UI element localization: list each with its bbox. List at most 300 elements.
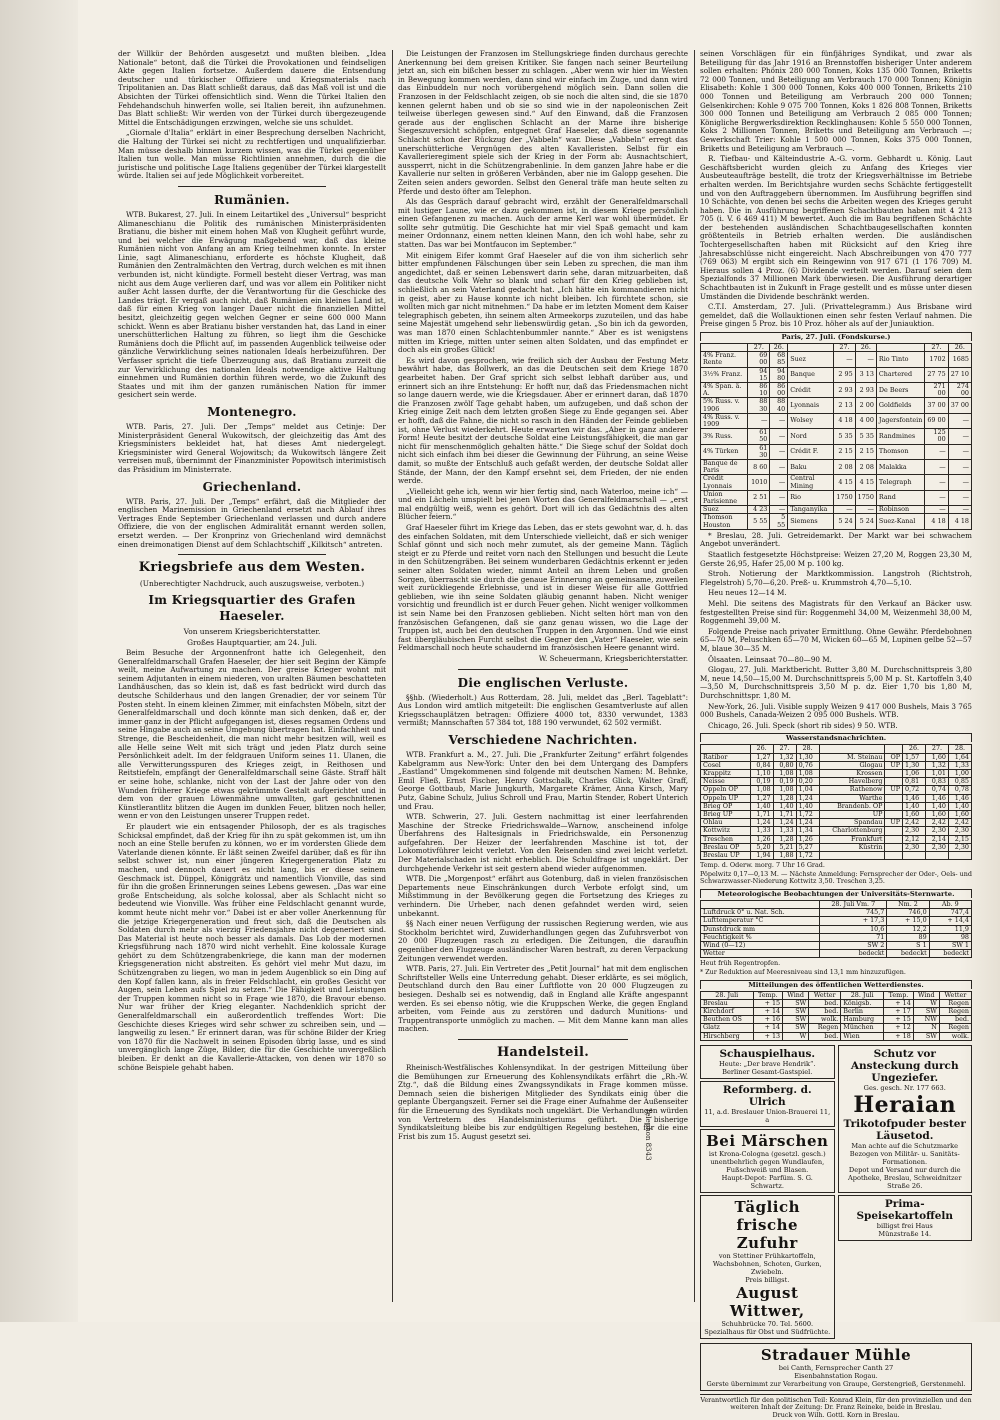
weather-cell: wolk.: [809, 1016, 841, 1024]
weather-cell: + 14: [884, 999, 914, 1007]
weather-cell: SW: [783, 1007, 809, 1015]
ad-title: August Wittwer,: [729, 1283, 805, 1320]
paris-cell: 5 55: [770, 514, 788, 529]
paris-row: [701, 367, 972, 382]
water-cell: 1,01: [925, 769, 948, 777]
paris-cell: Jagersfontein: [876, 413, 924, 428]
weather-col-header: Wind: [783, 991, 809, 999]
water-cell: 1,06: [903, 769, 926, 777]
news-wells: WTB. Paris, 27. Juli. Ein Vertreter des „Petit Journal“ hat mit dem englischen Schriftsteller Wells eine Unterredung gehabt. Dieser erklärte, es sei möglich, Deutschland durch den Bau einer Luftflotte von 20 000 Flugzeugen zu besiegen. Deshalb sei es notwendig, daß in England alle Kräfte angespannt werden. Es sei ebenso nötig, wie die Kruppschen Werke, die gegen England arbeiten, vom Feinde aus zu zerstören und dadurch Munitions- und Truppentransporte unmöglich zu machen. — Mit dem Manne kann man alles machen.: [398, 964, 688, 1034]
article-syndicate-continuation: seinen Vorschlägen für ein fünfjähriges Syndikat, und zwar als Beteiligung für das Jahr 1916 an Brennstoffen bisheriger Unter anderem sollen erhalten: Phönix 280 000 Tonnen, Koks 135 000 Tonnen, Briketts 72 000 Tonnen, und Beteiligung am Verbrauch 170 000 Tonnen; Königin Elisabeth: Kohle 1 300 000 Tonnen, Koks 400 000 Tonnen, Briketts 210 000 Tonnen und Beteiligung am Verbrauch 200 000 Tonnen; Gelsenkirchen: Kohle 9 075 700 Tonnen, Koks 1 826 808 Tonnen, Briketts 300 000 Tonnen und Beteiligung am Verbrauch 2 085 000 Tonnen; Königliche Bergwerksdirektion Recklinghausen: Kohle 5 550 000 Tonnen, Koks 2 Millionen Tonnen, Briketts und Beteiligung am Verbrauch —; Gewerkschaft Trier: Kohle 1 500 000 Tonnen, Koks 375 000 Tonnen, Briketts und Beteiligung am Verbrauch —.: [700, 49, 972, 153]
paris-cell: 94 80: [770, 367, 788, 382]
weather-cell: + 12: [884, 1024, 914, 1032]
meteo-cell: Wetter: [701, 950, 820, 958]
water-cell: 0,72: [903, 786, 926, 794]
news-schwerin: WTB. Schwerin, 27. Juli. Gestern nachmittag ist einer leerfahrenden Maschine der Strecke Friedrichswalde—Warnow, anscheinend infolge Überfahrens des Haltesignals in Friedrichswalde, ein Personenzug aufgefahren. Der Heizer der leerfahrenden Maschine ist tot, der Lokomotivführer leicht verletzt. Von den Reisenden sind zwei leicht verletzt. Der Materialschaden ist nicht erheblich. Die Schuldfrage ist ungeklärt. Der durchgehende Verkehr ist seit gestern abend wieder aufgenommen.: [398, 812, 688, 873]
water-col-header: [819, 745, 885, 753]
imprint-printer: Druck von Wilh. Gottl. Korn in Breslau.: [772, 1410, 900, 1419]
water-cell: Charlottenburg: [819, 827, 885, 835]
ad-line: Berliner Gesamt-Gastspiel.: [722, 1067, 813, 1076]
dateline: Großes Hauptquartier, am 24. Juli.: [187, 638, 317, 648]
water-cell: 0,76: [796, 761, 819, 769]
meteo-cell: 746,0: [887, 909, 929, 917]
paris-cell: 2 93: [855, 383, 876, 398]
paris-cell: 2 95: [834, 367, 855, 382]
heading-misc-news: Verschiedene Nachrichten.: [448, 732, 638, 747]
water-cell: Küstrin: [819, 843, 885, 851]
water-cell: 1,60: [948, 810, 971, 818]
meteo-col-header: Ab. 9: [929, 900, 971, 908]
meteo-cell: Dunstdruck mm: [701, 925, 820, 933]
water-col-header: 27.: [773, 745, 796, 753]
meteo-cell: Wind (0—12): [701, 941, 820, 949]
water-cell: Ohlau: [701, 819, 751, 827]
paris-col-header: [876, 344, 924, 352]
water-cell: 2,14: [925, 835, 948, 843]
water-cell: 5,21: [773, 843, 796, 851]
ad-line: Münzstraße 14.: [878, 1229, 932, 1238]
byline-correspondent: Von unserem Kriegsberichterstatter.: [183, 627, 321, 637]
water-cell: Ratibor: [701, 753, 751, 761]
article-montenegro: WTB. Paris, 27. Juli. Der „Temps“ meldet aus Cetinje: Der Ministerpräsident General Wukowitsch, der gleichzeitig das Amt des Kriegsministers bekleidet hat, hat dieses Amt niedergelegt. Kriegsminister wird General Wojowitsch; da Wukowitsch längere Zeit verreisen muß, übernimmt der Finanzminister Popowitsch interimistisch das Präsidium im Ministerrate.: [118, 421, 386, 474]
paris-cell: 86 00: [770, 383, 788, 398]
paris-cell: —: [925, 460, 948, 475]
water-cell: Brandenb. OP: [819, 802, 885, 810]
water-cell: [925, 851, 948, 859]
weather-cell: SW: [783, 1016, 809, 1024]
paris-cell: Nord: [788, 429, 834, 444]
paris-cell: Union Parisienne: [701, 490, 748, 505]
glogau-market: Glogau, 27. Juli. Marktbericht. Butter 3,80 M. Durchschnittspreis 3,80 M, neue 14,50—15,00 M. Durchschnittspreis 5,00 M p. St. Kartoffeln 3,40—3,50 M, Durchschnittspreis 3,50 M p. dz. Eier 1,70 bis 1,80 M, Durchschnittspr. 1,80 M.: [700, 665, 972, 700]
water-note: Pöpelwitz 0,17—0,13 M. — Nächste Anmeldung: Fernsprecher der Oder-, Oels- und Schwarzwasser-Niederung Kottwitz 3,50. Treschen 3,25.: [700, 869, 972, 886]
water-cell: 1,26: [796, 835, 819, 843]
water-cell: Neisse: [701, 778, 751, 786]
news-eastland: WTB. Frankfurt a. M., 27. Juli. Die „Frankfurter Zeitung“ erfährt folgendes Kabelgramm aus New-York: Unter den bei dem Untergang des Dampfers „Eastland“ Umgekommenen sind folgende mit deutschen Namen: M. Behnke, Emil Fließ, Ernst Fischer, Henry Gottschalk, Charles Glick, Walter Graff, George Gottbaub, Marie Jungkurth, Margarete Krämer, Anna Kirsch, Mary Putz, Gabine Schulz, Julius Schroll und Frau, Martin Stender, Robert Unterich und Frau.: [398, 749, 688, 811]
ad-title: Schauspielhaus.: [719, 1047, 816, 1060]
article-greece: WTB. Paris, 27. Juli. Der „Temps“ erfährt, daß die Mitglieder der englischen Marinemission in Griechenland ersetzt nach Ablauf ihres Vertrages Ende September Griechenland verlassen und durch andere Offiziere, die von der englischen Admiralität ernannt werden sollen, ersetzt werden. — Der Kronprinz von Griechenland wird demnächst einen dreimonatigen Dienst auf dem Schlachtschiff „Kilkitsch“ antreten.: [118, 496, 386, 549]
weather-cell: Hamburg: [841, 1016, 884, 1024]
water-cell: 1,28: [773, 794, 796, 802]
paris-cell: 94 15: [748, 367, 770, 382]
paris-cell: 2 15: [834, 444, 855, 459]
water-cell: 2,42: [903, 819, 926, 827]
meteo-cell: Lufttemperatur °C: [701, 917, 820, 925]
meteo-cell: 12,2: [887, 925, 929, 933]
paris-cell: 4% Türken: [701, 444, 748, 459]
weather-cell: + 15: [753, 999, 783, 1007]
meteo-row: [701, 950, 972, 958]
water-cell: 1,08: [773, 786, 796, 794]
paris-cell: —: [948, 490, 971, 505]
paris-row: [701, 352, 972, 367]
paris-cell: —: [925, 490, 948, 505]
ad-schauspielhaus: [700, 1045, 835, 1079]
water-cell: 1,08: [773, 769, 796, 777]
water-cell: 1,46: [948, 794, 971, 802]
water-cell: 1,10: [750, 769, 773, 777]
water-cell: 1,33: [948, 761, 971, 769]
meteo-cell: bedeckt: [929, 950, 971, 958]
water-cell: 2,30: [925, 827, 948, 835]
paris-cell: —: [770, 429, 788, 444]
weather-cell: SW: [783, 999, 809, 1007]
paris-cell: 2 51: [748, 490, 770, 505]
water-col-header: 28.: [948, 745, 971, 753]
ad-line: ist Krona-Cologna (gesetzl. gesch.) unentbehrlich gegen Wundlaufen, Fußschweiß und Blasen.: [708, 1149, 826, 1174]
ad-stradauer-muehle: [700, 1343, 972, 1391]
paris-cell: 37 00: [948, 398, 971, 413]
water-cell: Havelberg: [819, 778, 885, 786]
paris-cell: Rio Tinto: [876, 352, 924, 367]
paris-cell: 1685: [948, 352, 971, 367]
meteo-cell: + 15,0: [887, 917, 929, 925]
paris-cell: 271 00: [925, 383, 948, 398]
divider: [178, 554, 326, 555]
article-haeseler-part-5: Mit einigem Eifer kommt Graf Haeseler auf die von ihm sicherlich sehr bitter empfundenen Fälschungen über sein Leben zu sprechen, die man ihm angedichtet, daß er seinen Lebenswert darin sehe, daran mitzuarbeiten, daß das deutsche Volk Wehr so blank und scharf für den Krieg geblieben ist, schließlich an sein Vaterland gedacht hat. „Ich hätte ein kommandieren nicht in geist, aber zu Hause konnte ich nicht bleiben. Ich fürchtete schon, sie wollten mich gar nicht mitnehmen.“ Da habe er im letzten Moment dem Kaiser telegraphisch gebeten, ihn seinem alten Armeekorps zuzuteilen, und das habe seine Majestät umgehend sehr liebenswürdig getan. „So bin ich da geworden, was man 1870 einen Schlachtenbummler nannte.“ Aber es ist wenigstens mitten im Kriege, mitten unter seinen alten Soldaten, und das empfindet er doch als ein großes Glück!: [398, 250, 688, 355]
meteo-note-1: Heut früh Regentropfen.: [700, 959, 781, 968]
paris-row: [701, 490, 972, 505]
max-prices: Staatlich festgesetzte Höchstpreise: Weizen 27,20 M, Roggen 23,30 M, Gerste 26,95, Hafer 25,00 M p. 100 kg.: [700, 550, 972, 568]
divider: [458, 1039, 628, 1040]
paris-cell: 69 00: [925, 413, 948, 428]
water-cell: 1,72: [796, 851, 819, 859]
paris-cell: Baku: [788, 460, 834, 475]
water-cell: 5,27: [796, 843, 819, 851]
paris-col-header: 27.: [834, 344, 855, 352]
water-cell: 1,40: [948, 802, 971, 810]
ad-reformberg: [700, 1081, 835, 1127]
water-col-header: 26.: [903, 745, 926, 753]
water-cell: 1,40: [925, 802, 948, 810]
paris-cell: —: [948, 460, 971, 475]
water-cell: 2,15: [948, 835, 971, 843]
paris-cell: De Beers: [876, 383, 924, 398]
paris-cell: —: [948, 475, 971, 490]
meteo-cell: 98: [929, 933, 971, 941]
weather-cell: + 14: [753, 1024, 783, 1032]
ad-title: Schutz vor Ansteckung durch Ungeziefer.: [850, 1047, 959, 1084]
article-italy-continuation: der Willkür der Behörden ausgesetzt und mußten bleiben. „Idea Nationale“ betont, daß die Türkei die Provokationen und feindseligen Akte gegen Italien fortsetze. Außerdem dauere die Entsendung deutscher und türkischer Offiziere und Kriegsmaterials nach Tripolitanien an. Das Blatt schließt daraus, daß das Maß voll ist und die Absichten der Türkei offensichtlich sind. Wenn die Türkei Italien den Fehdehandschuh hinwerfen wolle, sei Italien bereit, ihn aufzunehmen. Das Blatt schließt: Wir werden von der Türkei durch übergezeugende Mittel die Entschädigungen erzwingen, welche sie uns schuldet.: [118, 49, 386, 127]
paris-cell: —: [925, 475, 948, 490]
water-cell: 1,33: [750, 827, 773, 835]
water-cell: 1,46: [925, 794, 948, 802]
meteo-cell: Feuchtigkeit %: [701, 933, 820, 941]
weather-col-header: Wetter: [809, 991, 841, 999]
heading-haeseler-quarters: Im Kriegsquartier des Grafen Haeseler.: [148, 593, 356, 624]
water-col-header: 27.: [925, 745, 948, 753]
water-cell: 1,57: [903, 753, 926, 761]
water-cell: Brieg OP: [701, 802, 751, 810]
paris-col-header: 26.: [770, 344, 788, 352]
weather-service-title: Mitteilungen des öffentlichen Wetterdienstes.: [700, 980, 972, 989]
water-cell: 0,84: [750, 761, 773, 769]
water-cell: [819, 851, 885, 859]
meteo-title: Meteorologische Beobachtungen der Universitäts-Sternwarte.: [700, 889, 972, 898]
paris-cell: —: [770, 490, 788, 505]
chicago-speck: Chicago, 26. Juli. Speck (short rib sides) 9 50. WTB.: [708, 720, 898, 730]
paris-stocks-title: Paris, 27. Juli. (Fondskurse.): [700, 332, 972, 341]
water-cell: Krappitz: [701, 769, 751, 777]
water-cell: [885, 843, 903, 851]
paris-cell: 27 10: [948, 367, 971, 382]
water-cell: UP: [885, 761, 903, 769]
meteo-table: [700, 900, 972, 958]
private-prices: Folgende Preise nach privater Ermittlung. Ohne Gewähr. Pferdebohnen 65—70 M, Peluschken 65—70 M, Wicken 60—65 M, Lupinen gelbe 52—57 M, blaue 30—35 M.: [700, 626, 972, 653]
weather-cell: + 13: [753, 1032, 783, 1040]
meteo-cell: S 1: [887, 941, 929, 949]
water-cell: M. Steinau: [819, 753, 885, 761]
weather-cell: München: [841, 1024, 884, 1032]
paris-cell: —: [925, 506, 948, 514]
water-cell: Breslau UP: [701, 851, 751, 859]
water-cell: 1,46: [903, 794, 926, 802]
weather-cell: + 16: [753, 1016, 783, 1024]
paris-col-header: 27.: [925, 344, 948, 352]
meteo-cell: + 14,4: [929, 917, 971, 925]
weather-cell: Regen: [809, 1024, 841, 1032]
paris-cell: —: [948, 506, 971, 514]
paris-cell: 4 15: [834, 475, 855, 490]
article-giornale-italia: „Giornale d'Italia“ erklärt in einer Besprechung derselben Nachricht, die Haltung der Türkei sei nicht zu rechtfertigen und unqualifizierbar. Man müsse deshalb binnen kurzem wissen, was die Türkei gegenüber Italien tun wolle. Man müsse Richtlinien annehmen, durch die die juristische und politische Lage Italiens gegenüber der Türkei klargestellt würde. Italien sei auf jede Möglichkeit vorbereitet.: [118, 128, 386, 181]
weather-cell: W: [913, 999, 939, 1007]
paris-cell: 5 35: [834, 429, 855, 444]
water-cell: 0,19: [750, 778, 773, 786]
water-cell: 0,83: [925, 778, 948, 786]
paris-cell: 5% Russ. v. 1906: [701, 398, 748, 413]
ad-line: Schuhbrücke 70. Tel. 5600.: [721, 1319, 814, 1328]
meteo-cell: 747,4: [929, 909, 971, 917]
weather-cell: Berlin: [841, 1007, 884, 1015]
paris-cell: Robinson: [876, 506, 924, 514]
water-cell: 2,30: [948, 827, 971, 835]
news-morgenpost: WTB. Die „Morgenpost“ erfährt aus Gotenburg, daß in vielen französischen Departements neue Einschränkungen durch Verbote erfolgt sind, um Mißstimmung in der Bevölkerung gegen die Fortsetzung des Krieges zu verhindern. Die Urheber, nach denen gefahndet werden wird, seien unbekannt.: [398, 874, 688, 918]
heading-commerce: Handelsteil.: [496, 1044, 590, 1060]
article-haeseler-part-8: Graf Haeseler führt im Kriege das Leben, das er stets gewohnt war, d. h. das des einfachen Soldaten, mit dem Unterschiede vielleicht, daß er sich weniger Schlaf gönnt und sich noch mehr zumutet, als der gemeine Mann. Täglich steigt er zu Pferde und reitet vorn nach den Stellungen und besucht die Leute in den Schützengräben. Bei seinem wunderbaren Gedächtnis erkennt er jeden seiner alten Soldaten wieder, nimmt Anteil an ihrem Leben und großen Sorgen, überrascht sie durch die genaue Erinnerung an gemeinsame, zuweilen weit zurückliegende Erlebnisse, und ist in dieser Weise für alle Gottfried geblieben, wie ihn seine Soldaten gläubig genannt haben. Nicht weniger vorsichtig und freundlich ist er durch Feuer gehen. Nicht weniger vollkommen ist sein Name bei den Franzosen geblieben. Nicht selten hört man von den französischen Gefangenen, daß sie ganz genau wissen, wo die Lage der Truppen ist, auch bei den deutschen Truppen in den Argonnen. Und wie einst fast übergläubischen Furcht selbst die Gegner den „Vater“ Haeseler, wie sein Feldmarschall noch heute schaudernd im französischen Heere genannt wird.: [398, 523, 688, 653]
article-haeseler-part-4: Als das Gespräch darauf gebracht wird, erzählt der Generalfeldmarschall mit lustiger Laune, wie er dazu gekommen ist, in diesem Kriege persönlich einen Gefangenen zu machen. Auch der arme Kerl war wohl übermüdet. Er sollte sehr gutmütig. Die Geschichte hat mir viel Spaß gemacht und kam meiner Ordonnanz, einem netten kleinen Mann, den ich wohl habe, sehr zu statten. Das war bei Montfaucon im September.“: [398, 197, 688, 250]
paris-col-header: [788, 344, 834, 352]
ad-line: Heute: „Der brave Hendrik“.: [719, 1059, 816, 1068]
ad-line: Gerste übernimmt zur Verarbeitung von Graupe, Gerstengrieß, Gerstenmehl.: [706, 1379, 966, 1388]
paris-cell: Thomson Houston: [701, 514, 748, 529]
column-1: [118, 50, 386, 1300]
water-cell: 1,24: [773, 819, 796, 827]
paris-col-header: 26.: [948, 344, 971, 352]
water-cell: 1,08: [796, 769, 819, 777]
ad-title: Reformberg. d. Ulrich: [722, 1083, 812, 1108]
paris-cell: 4% Franz. Rente: [701, 352, 748, 367]
water-cell: Spandau: [819, 819, 885, 827]
reprint-notice: (Unberechtigter Nachdruck, auch auszugsweise, verboten.): [139, 579, 365, 589]
water-cell: 2,42: [948, 819, 971, 827]
weather-cell: Breslau: [701, 999, 754, 1007]
paris-cell: Siemens: [788, 514, 834, 529]
paris-row: [701, 460, 972, 475]
paris-cell: Wolsey: [788, 413, 834, 428]
paris-cell: 2 00: [855, 398, 876, 413]
article-amsterdam-wool: C.T.I. Amsterdam, 27. Juli. (Privattelegramm.) Aus Brisbane wird gemeldet, daß die Wollauktionen einen sehr festen Verlauf nahmen. Die Preise gingen 5 Proz. bis 10 Proz. höher als auf der Juniauktion.: [700, 302, 972, 329]
ad-line: bei Canth, Fernsprecher Canth 27: [778, 1363, 894, 1372]
article-romania: WTB. Bukarest, 27. Juli. In einem Leitartikel des „Universul“ bespricht Alimaneschianu die Politik des rumänischen Ministerpräsidenten Bratianu, die bisher mit einem hohen Maß von Klugheit geführt wurde, und bei welcher die Erwägung maßgebend war, daß das kleine Rumänien nicht von Anfang an am Krieg teilnehmen konnte. In erster Linie, sagt Alimaneschianu, erforderte es höchste Klugheit, daß Rumänien den Zentralmächten den Vertrag, durch welchen es mit ihnen verbunden ist, nicht kündigte. Formell besteht dieser Vertrag, was man nicht aus dem Auge verlieren darf, und was vor allem ein Politiker nicht außer Acht lassen durfte, der die Verantwortung für die Geschicke des Landes trägt. Er vergaß auch nicht, daß Rumänien ein kleines Land ist, daß für einen Krieg von langer Dauer nicht die finanziellen Mittel besitzt, gleichzeitig gegen welchen Gegner er seine 600 000 Mann schickt. Wenn es aber Bratianu bisher verstanden hat, das Land in einer unerschütterlichen Haltung zu führen, so liegt ihm die Geschicke Rumäniens doch die Pflicht auf, im passenden Augenblick teilweise oder gänzliche Verwirklichung seines nationalen Ideals herbeizuführen. Der Verfasser spricht die tiefe Überzeugung aus, daß Bratianu zurzeit die zur Verwirklichung des nationalen Ideals notwendige aktive Haltung einnehmen und Rumänien dorthin führen werde, wo die Zukunft des Staates und mit ihm der ganzen rumänischen Nation für immer gesichert sein werde.: [118, 209, 386, 400]
ad-maerschen: [700, 1129, 835, 1193]
paris-cell: 4 18: [834, 413, 855, 428]
weather-cell: + 14: [753, 1007, 783, 1015]
paris-cell: 2 13: [834, 398, 855, 413]
paris-cell: Tanganyika: [788, 506, 834, 514]
flour-prices: Mehl. Die seitens des Magistrats für den Verkauf an Bäcker usw. festgestellten Preise sind für: Roggenmehl 34,00 M, Weizenmehl 38,00 M, Roggenmehl 39,00 M.: [700, 599, 972, 626]
paris-cell: 61 50: [748, 429, 770, 444]
water-cell: 1,40: [773, 802, 796, 810]
paris-row: [701, 383, 972, 398]
paris-cell: —: [855, 506, 876, 514]
meteo-cell: 10,6: [820, 925, 887, 933]
water-cell: [948, 851, 971, 859]
paris-cell: 2 08: [855, 460, 876, 475]
paris-cell: 3½% Franz.: [701, 367, 748, 382]
water-row: [701, 843, 972, 851]
paris-cell: Crédit F.: [788, 444, 834, 459]
water-cell: 1,24: [750, 819, 773, 827]
weather-row: [701, 1032, 972, 1040]
ad-line: Man achte auf die Schutzmarke: [851, 1141, 959, 1150]
meteo-cell: 745,7: [820, 909, 887, 917]
column-rule: [694, 50, 695, 1302]
paris-cell: Central Mining: [788, 475, 834, 490]
water-row: [701, 810, 972, 818]
paris-cell: —: [948, 413, 971, 428]
water-cell: 1,64: [948, 753, 971, 761]
water-cell: UP: [885, 786, 903, 794]
oilseed-prices: Ölsaaten. Leinsaat 70—80—90 M.: [708, 654, 832, 664]
paris-cell: 68 85: [770, 352, 788, 367]
water-cell: 1,00: [948, 769, 971, 777]
paris-cell: Chartered: [876, 367, 924, 382]
weather-cell: + 18: [884, 1032, 914, 1040]
water-cell: 1,72: [796, 810, 819, 818]
water-cell: Kottwitz: [701, 827, 751, 835]
paris-cell: Malakka: [876, 460, 924, 475]
water-row: [701, 786, 972, 794]
paris-cell: 4 23: [748, 506, 770, 514]
meteo-cell: 89: [887, 933, 929, 941]
meteo-note-2: * Zur Reduktion auf Meeresniveau sind 13,1 mm hinzuzufügen.: [700, 967, 906, 976]
water-cell: 1,24: [796, 794, 819, 802]
paris-cell: 274 00: [948, 383, 971, 398]
water-cell: Rathenow: [819, 786, 885, 794]
weather-col-header: Wind: [913, 991, 939, 999]
ad-prima: [838, 1195, 973, 1241]
water-cell: 0,20: [796, 778, 819, 786]
paris-cell: Crédit: [788, 383, 834, 398]
meteo-col-header: Nm. 2: [887, 900, 929, 908]
ad-line: Bezogen von Militär- u. Sanitäts-Formationen.: [849, 1149, 960, 1166]
weather-col-header: 28. Juli: [701, 991, 754, 999]
paris-cell: Suez-Kanal: [876, 514, 924, 529]
paris-cell: 2 15: [855, 444, 876, 459]
paris-cell: 88 30: [748, 398, 770, 413]
weather-cell: Wien: [841, 1032, 884, 1040]
water-cell: 0,78: [948, 786, 971, 794]
water-cell: 2,30: [948, 843, 971, 851]
weather-cell: NW: [913, 1016, 939, 1024]
water-cell: 1,32: [773, 753, 796, 761]
weather-cell: bed.: [809, 1007, 841, 1015]
water-cell: 1,88: [773, 851, 796, 859]
ad-line: Haupt-Depot: Parfüm. S. G. Schwartz.: [721, 1173, 813, 1190]
article-english-losses: §§hb. (Wiederholt.) Aus Rotterdam, 28. Juli, meldet das „Berl. Tageblatt“: Aus London wird amtlich mitgeteilt: Die englischen Gesamtverluste auf allen Kriegsschauplätzen betragen: Offiziere 4000 tot, 8330 verwundet, 1383 vermißt; Mannschaften 57 384 tot, 188 190 verwundet, 62 502 vermißt.: [398, 692, 688, 728]
water-cell: [885, 851, 903, 859]
water-cell: 1,40: [750, 802, 773, 810]
weather-cell: Kirchdorf: [701, 1007, 754, 1015]
weather-service-table: [700, 991, 972, 1041]
paris-row: [701, 398, 972, 413]
water-cell: UP: [885, 819, 903, 827]
paris-cell: 4 18: [948, 514, 971, 529]
water-cell: 0,74: [925, 786, 948, 794]
water-row: [701, 802, 972, 810]
water-cell: [885, 835, 903, 843]
heading-war-letters: Kriegsbriefe aus dem Westen.: [138, 560, 366, 576]
weather-cell: Regen: [939, 1024, 971, 1032]
water-temp-note: Temp. d. Oderw. morg. 7 Uhr 16 Grad.: [700, 861, 825, 870]
paris-row: [701, 444, 972, 459]
page-binding-shadow: [0, 0, 78, 1322]
water-cell: 1,40: [796, 802, 819, 810]
paris-cell: —: [925, 444, 948, 459]
weather-cell: Glatz: [701, 1024, 754, 1032]
water-row: [701, 778, 972, 786]
byline-scheuermann: W. Scheuermann, Kriegsberichterstatter.: [538, 653, 688, 663]
paris-cell: 1010: [748, 475, 770, 490]
heading-montenegro: Montenegro.: [207, 404, 297, 419]
divider: [458, 669, 628, 670]
meteo-cell: 11,9: [929, 925, 971, 933]
water-cell: 2,12: [903, 835, 926, 843]
water-cell: Oppeln OP: [701, 786, 751, 794]
ad-line: billigst frei Haus: [876, 1221, 933, 1230]
water-cell: 1,08: [750, 786, 773, 794]
water-cell: 1,71: [750, 810, 773, 818]
divider: [178, 186, 326, 187]
water-col-header: [701, 745, 751, 753]
water-cell: 1,40: [903, 802, 926, 810]
water-cell: [903, 851, 926, 859]
weather-col-header: Temp.: [884, 991, 914, 999]
paris-cell: 4 00: [855, 413, 876, 428]
paris-cell: Banque de Paris: [701, 460, 748, 475]
water-cell: 1,34: [796, 827, 819, 835]
paris-cell: 86 10: [748, 383, 770, 398]
water-cell: Oppeln UP: [701, 794, 751, 802]
water-row: [701, 835, 972, 843]
paris-cell: —: [770, 413, 788, 428]
ad-line: Ges. gesch. Nr. 177 663.: [863, 1083, 946, 1092]
heading-greece: Griechenland.: [202, 479, 302, 494]
paris-cell: Suez: [701, 506, 748, 514]
water-cell: 0,81: [903, 778, 926, 786]
water-row: [701, 827, 972, 835]
paris-cell: 5 24: [855, 514, 876, 529]
imprint-editors: Verantwortlich für den politischen Teil: Konrad Klein, für den provinziellen und den weiteren Inhalt der Zeitung: Dr. Franz Reineke, beide in Breslau.: [700, 1395, 972, 1412]
ad-title: Stradauer Mühle: [760, 1345, 912, 1364]
paris-cell: Crédit Lyonnais: [701, 475, 748, 490]
water-cell: OP: [885, 753, 903, 761]
heading-romania: Rumänien.: [214, 192, 290, 207]
paris-row: [701, 514, 972, 529]
ad-line: Preis billigst.: [745, 1275, 790, 1284]
paris-cell: 5 24: [834, 514, 855, 529]
article-haeseler-part-1: Beim Besuche der Argonnenfront hatte ich Gelegenheit, den Generalfeldmarschall Grafen Haeseler, der hier seit Beginn der Kämpfe weilt, meine Aufwartung zu machen. Der greise Krieger wohnt mit seinem Adjutanten in einem niederen, von uralten Bäumen beschatteten Landhäuschen, das so klein ist, daß es fast bedrückt wird durch das deutsche Schilderhaus und den langen Grenadier, der vor seinem Tür Posten steht. In einem kleinen Zimmer, mit einfachsten Möbeln, sitzt der Generalfeldmarschall und doch könnte man sich denken, daß er, der immer ganz in der Pflicht aufgegangen ist, dieses regsamen Ordens und seine Hingabe auch an seine Umgebung übertragen hat. Einfachheit und Strenge, die Bescheidenheit, die man nicht mehr besitzen will, weil es alle Helle seine Welt mit sich trägt und jeden Platz durch seine Persönlichkeit adelt. Im der feldgrauen Uniform seines 11. Ulanen, die alle Verwitterungsspuren des Krieges zeigt, in Reithosen und Reitstiefeln, empfängt der Generalfeldmarschall seine Gäste. Straff hält er seine hohe, schlanke, nicht von der Last der Jahre oder von den Wunden früherer Kriege etwas gekrümmte Gestalt aufgerichtet und in dem von der grauen Löwenmähne umwallten, gart geschnittenen Künstlerantlitz blitzen die Augen im dunklen Feuer, blitzen noch heller, wenn er von den Leistungen unserer Truppen redet.: [118, 648, 386, 821]
ad-line: 11, a.d. Breslauer Union-Brauerei 11, a: [704, 1107, 831, 1124]
